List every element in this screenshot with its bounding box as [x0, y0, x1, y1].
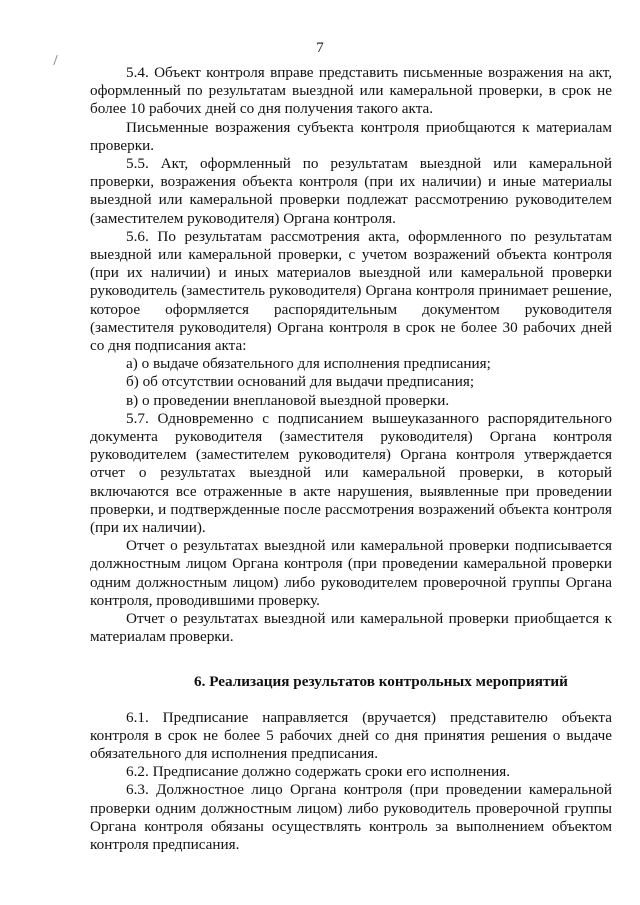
- paragraph-5-7: 5.7. Одновременно с подписанием вышеуказанного распорядительного документа руководителя (заместителя руководителя) Органа контроля руководителем (заместителем руководителя) Органа контроля утверждается отчет о результатах выездной или камеральной проверки, в который включаются все отраженные в акте нарушения, выявленные при проведении проверки, и подтвержденные после рассмотрения возражений объекта контроля (при их наличии).: [90, 409, 612, 537]
- page-number: 7: [316, 40, 324, 56]
- paragraph-6-1: 6.1. Предписание направляется (вручается) представителю объекта контроля в срок не более 5 рабочих дней со дня принятия решения о выдаче обязательного для исполнения предписания.: [90, 708, 612, 762]
- list-item-v: в) о проведении внеплановой выездной проверки.: [126, 391, 450, 409]
- paragraph-report-attached: Отчет о результатах выездной или камеральной проверки приобщается к материалам проверки.: [90, 610, 612, 646]
- paragraph-report-signed: Отчет о результатах выездной или камеральной проверки подписывается должностным лицом Органа контроля (при проведении камеральной проверки одним должностным лицом) либо руководителем проверочной группы Органа контроля, проводившими проверку.: [90, 537, 612, 609]
- paragraph-5-6: 5.6. По результатам рассмотрения акта, оформленного по результатам выездной или камеральной проверки, с учетом возражений объекта контроля (при их наличии) и иных материалов выездной или камеральной проверки руководитель (заместитель руководителя) Органа контроля принимает решение, которое оформляется распорядительным документом руководителя (заместителя руководителя) Органа контроля в срок не более 30 рабочих дней со дня подписания акта:: [90, 227, 612, 355]
- paragraph-objections: Письменные возражения субъекта контроля приобщаются к материалам проверки.: [90, 118, 612, 154]
- paragraph-5-5: 5.5. Акт, оформленный по результатам выездной или камеральной проверки, возражения объекта контроля (при их наличии) и иные материалы выездной или камеральной проверки подлежат рассмотрению руководителем (заместителем руководителя) Органа контроля.: [90, 155, 612, 227]
- paragraph-6-3: 6.3. Должностное лицо Органа контроля (при проведении камеральной проверки одним должностным лицом) либо руководитель проверочной группы Органа контроля обязаны осуществлять контроль за выполнением объектом контроля предписания.: [90, 781, 612, 853]
- paragraph-5-4: 5.4. Объект контроля вправе представить письменные возражения на акт, оформленный по результатам выездной или камеральной проверки, в срок не более 10 рабочих дней со дня получения такого акта.: [90, 64, 612, 118]
- section-heading: 6. Реализация результатов контрольных мероприятий: [194, 672, 568, 690]
- list-item-b: б) об отсутствии оснований для выдачи предписания;: [126, 373, 475, 391]
- list-item-a: а) о выдаче обязательного для исполнения предписания;: [126, 355, 491, 373]
- paragraph-6-2: 6.2. Предписание должно содержать сроки его исполнения.: [126, 763, 511, 781]
